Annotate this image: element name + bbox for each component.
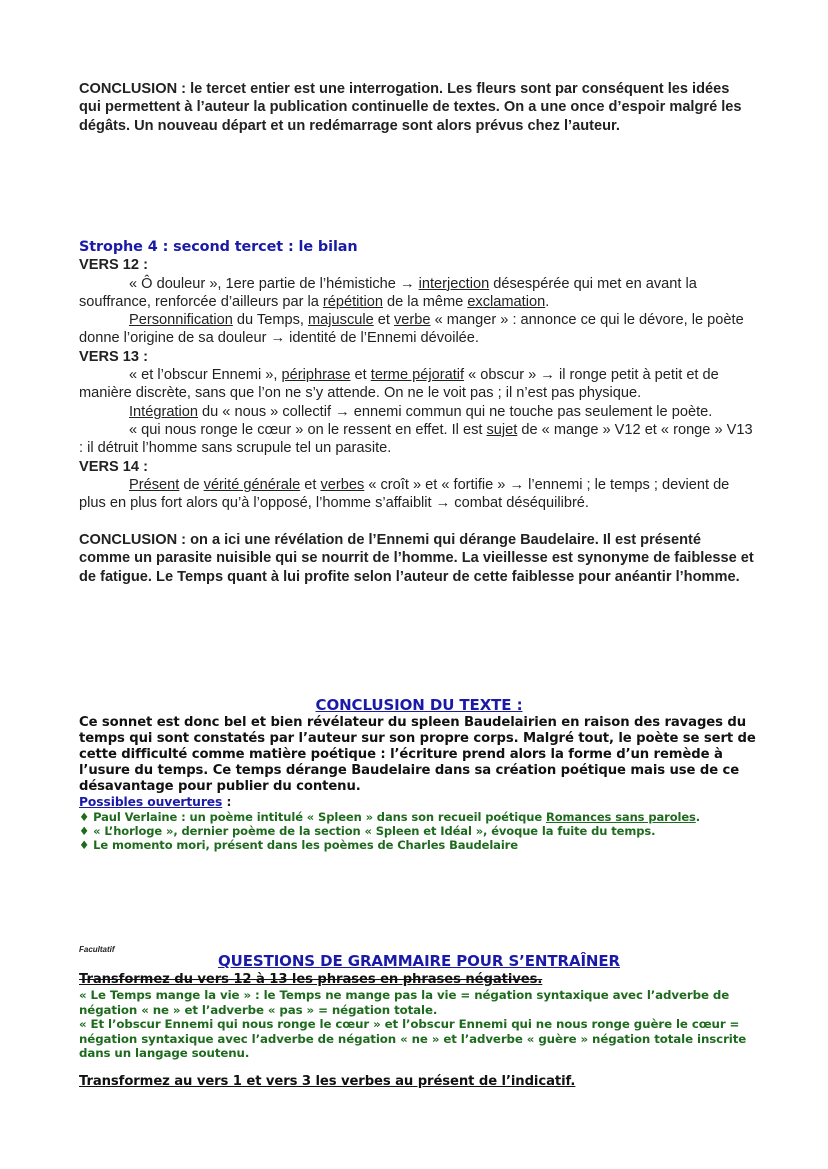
grammaire-title: QUESTIONS DE GRAMMAIRE POUR S’ENTRAÎNER	[217, 952, 620, 970]
strophe-4-heading: Strophe 4 : second tercet : le bilan	[79, 239, 358, 255]
vers-12-paragraph-2: Personnification du Temps, majuscule et verbe « manger » : annonce ce qui le dévore, le poète donne l’origine de sa douleur → identité de l’Ennemi dévoilée.	[79, 312, 744, 347]
vers-14-paragraph-1: Présent de vérité générale et verbes « croît » et « fortifie » → l’ennemi ; le temps ; devient de plus en plus fort alors qu’à l’opposé, l’homme s’affaiblit → combat déséquilibré.	[79, 476, 730, 512]
ouverture-item: ♦ Paul Verlaine : un poème intitulé « Spleen » dans son recueil poétique Romances sans paroles.	[79, 810, 701, 824]
conclusion-texte-title: CONCLUSION DU TEXTE :	[315, 696, 523, 714]
vers-13-paragraph-3: « qui nous ronge le cœur » on le ressent en effet. Il est sujet de « mange » V12 et « ronge » V13 : il détruit l’homme sans scrupule tel un parasite.	[79, 421, 753, 457]
vers-13-paragraph-2: Intégration du « nous » collectif → ennemi commun qui ne touche pas seulement le poète.	[129, 403, 713, 420]
grammaire-question-1: Transformez du vers 12 à 13 les phrases en phrases négatives.	[79, 972, 543, 987]
ouvertures-label: Possibles ouvertures	[79, 795, 223, 809]
conclusion-tercet: CONCLUSION : le tercet entier est une interrogation. Les fleurs sont par conséquent les idées qui permettent à l’auteur la publication continuelle de textes. On a une once d’espoir malgré les dégâts. Un nouveau départ et un redémarrage sont alors prévus chez l’auteur.	[79, 81, 742, 134]
vers-14-label: VERS 14 :	[79, 458, 148, 475]
conclusion-texte-body: Ce sonnet est donc bel et bien révélateur du spleen Baudelairien en raison des ravages du temps qui sont constatés par l’auteur sur son propre corps. Malgré tout, le poète se sert de cette difficulté comme matière poétique : l’écriture prend alors la forme d’un remède à l’usure du temps. Ce temps dérange Baudelaire dans sa création poétique mais use de ce désavantage pour publier du contenu.	[79, 715, 756, 794]
ouverture-item: ♦ « L’horloge », dernier poème de la section « Spleen et Idéal », évoque la fuite du temps.	[79, 824, 656, 838]
grammaire-answer-2: « Et l’obscur Ennemi qui nous ronge le cœur » et l’obscur Ennemi qui ne nous ronge guère le cœur = négation syntaxique avec l’adverbe de négation « ne » et l’adverbe « guère » négation totale inscrite dans un langage soutenu.	[79, 1017, 747, 1060]
vers-12-label: VERS 12 :	[79, 257, 148, 274]
ouvertures-heading: Possibles ouvertures :	[79, 795, 232, 809]
vers-13-paragraph-1: « et l’obscur Ennemi », périphrase et terme péjoratif « obscur » → il ronge petit à petit et de manière discrète, sans que l’on ne s’y attende. On ne le voit pas ; il n’est pas physique.	[79, 367, 719, 402]
vers-13-label: VERS 13 :	[79, 348, 148, 365]
grammaire-section	[79, 952, 759, 1061]
strophe-4-section	[79, 238, 754, 512]
conclusion-strophe-4: CONCLUSION : on a ici une révélation de l’Ennemi qui dérange Baudelaire. Il est présenté comme un parasite nuisible qui se nourrit de l’homme. La vieillesse est synonyme de faiblesse et de fatigue. Le Temps quant à lui profite selon l’auteur de cette faiblesse pour anéantir l’homme.	[79, 532, 754, 585]
ouverture-item: ♦ Le momento mori, présent dans les poèmes de Charles Baudelaire	[79, 838, 518, 852]
grammaire-answer-1: « Le Temps mange la vie » : le Temps ne mange pas la vie = négation syntaxique avec l’adverbe de négation « ne » et l’adverbe « pas » = négation totale.	[79, 988, 730, 1017]
conclusion-texte-section	[79, 696, 759, 852]
facultatif-label: Facultatif	[79, 945, 115, 954]
grammaire-question-2: Transformez au vers 1 et vers 3 les verbes au présent de l’indicatif.	[79, 1074, 576, 1089]
vers-12-paragraph-1: « Ô douleur », 1ere partie de l’hémistiche → interjection désespérée qui met en avant la souffrance, renforcée d’ailleurs par la répétition de la même exclamation.	[79, 275, 697, 310]
